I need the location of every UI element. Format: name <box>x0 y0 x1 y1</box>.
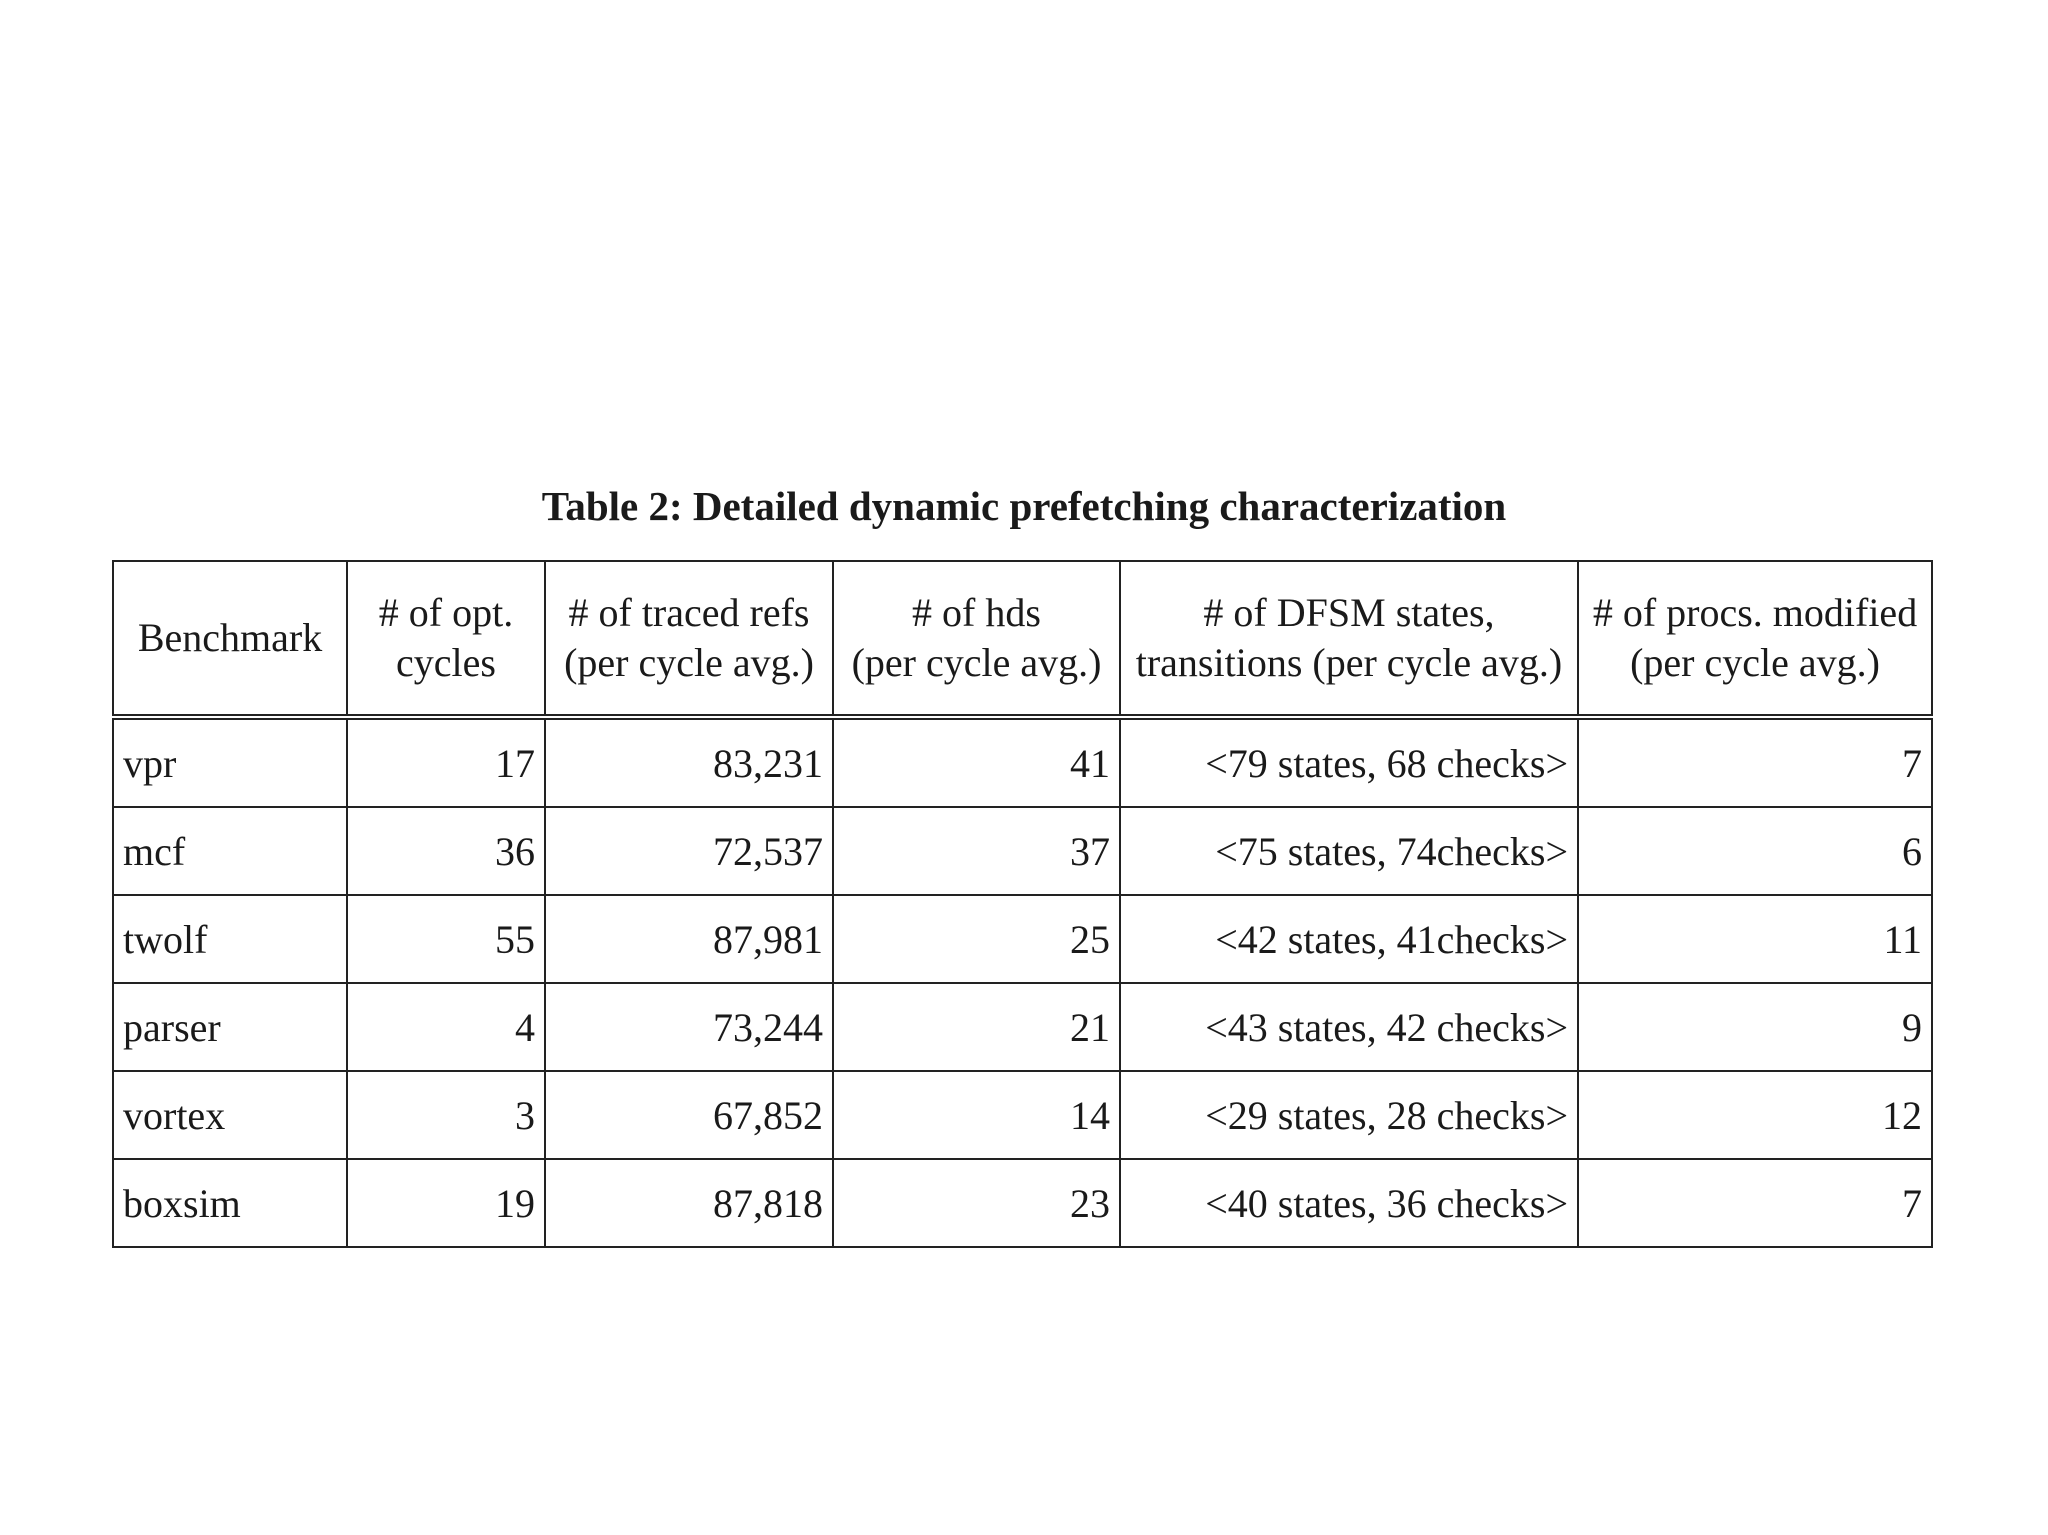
cell-dfsm: <43 states, 42 checks> <box>1120 983 1578 1071</box>
cell-traced-refs: 67,852 <box>545 1071 833 1159</box>
cell-procs: 11 <box>1578 895 1932 983</box>
cell-traced-refs: 83,231 <box>545 717 833 807</box>
cell-hds: 25 <box>833 895 1120 983</box>
cell-dfsm: <40 states, 36 checks> <box>1120 1159 1578 1247</box>
cell-opt-cycles: 17 <box>347 717 545 807</box>
header-row <box>113 561 1932 717</box>
header-opt-cycles <box>347 561 545 717</box>
header-opt-cycles-line2: cycles <box>396 640 496 685</box>
cell-procs: 6 <box>1578 807 1932 895</box>
header-benchmark-label: Benchmark <box>137 615 323 660</box>
cell-benchmark: parser <box>113 983 347 1071</box>
cell-opt-cycles: 4 <box>347 983 545 1071</box>
table-row <box>113 717 1932 807</box>
cell-traced-refs: 87,818 <box>545 1159 833 1247</box>
table-row <box>113 1071 1932 1159</box>
cell-traced-refs: 73,244 <box>545 983 833 1071</box>
results-table-container <box>112 560 1931 1248</box>
cell-dfsm: <42 states, 41checks> <box>1120 895 1578 983</box>
cell-hds: 41 <box>833 717 1120 807</box>
cell-hds: 37 <box>833 807 1120 895</box>
cell-dfsm: <79 states, 68 checks> <box>1120 717 1578 807</box>
header-traced-refs <box>545 561 833 717</box>
cell-procs: 12 <box>1578 1071 1932 1159</box>
cell-hds: 21 <box>833 983 1120 1071</box>
header-hds-line1: # of hds <box>912 590 1041 635</box>
header-dfsm-states-line1: # of DFSM states, <box>1203 590 1495 635</box>
table-row <box>113 1159 1932 1247</box>
cell-benchmark: mcf <box>113 807 347 895</box>
cell-dfsm: <29 states, 28 checks> <box>1120 1071 1578 1159</box>
header-hds-line2: (per cycle avg.) <box>851 640 1102 685</box>
header-procs-modified-line1: # of procs. modified <box>1592 590 1918 635</box>
table-caption: Table 2: Detailed dynamic prefetching characterization <box>541 483 1507 529</box>
header-benchmark <box>113 561 347 717</box>
table-row <box>113 983 1932 1071</box>
cell-traced-refs: 72,537 <box>545 807 833 895</box>
results-table <box>112 560 1933 1248</box>
header-traced-refs-line2: (per cycle avg.) <box>564 640 814 685</box>
cell-benchmark: vpr <box>113 717 347 807</box>
cell-procs: 9 <box>1578 983 1932 1071</box>
table-row <box>113 807 1932 895</box>
cell-opt-cycles: 36 <box>347 807 545 895</box>
cell-opt-cycles: 3 <box>347 1071 545 1159</box>
table-row <box>113 895 1932 983</box>
header-procs-modified <box>1578 561 1932 717</box>
header-traced-refs-line1: # of traced refs <box>568 590 810 635</box>
header-dfsm-states-line2: transitions (per cycle avg.) <box>1135 640 1563 685</box>
cell-benchmark: vortex <box>113 1071 347 1159</box>
header-dfsm-states <box>1120 561 1578 717</box>
cell-benchmark: boxsim <box>113 1159 347 1247</box>
header-opt-cycles-line1: # of opt. <box>378 590 514 635</box>
cell-hds: 14 <box>833 1071 1120 1159</box>
cell-benchmark: twolf <box>113 895 347 983</box>
cell-procs: 7 <box>1578 717 1932 807</box>
header-hds <box>833 561 1120 717</box>
cell-procs: 7 <box>1578 1159 1932 1247</box>
header-procs-modified-line2: (per cycle avg.) <box>1630 640 1880 685</box>
cell-opt-cycles: 55 <box>347 895 545 983</box>
cell-dfsm: <75 states, 74checks> <box>1120 807 1578 895</box>
cell-traced-refs: 87,981 <box>545 895 833 983</box>
cell-hds: 23 <box>833 1159 1120 1247</box>
cell-opt-cycles: 19 <box>347 1159 545 1247</box>
